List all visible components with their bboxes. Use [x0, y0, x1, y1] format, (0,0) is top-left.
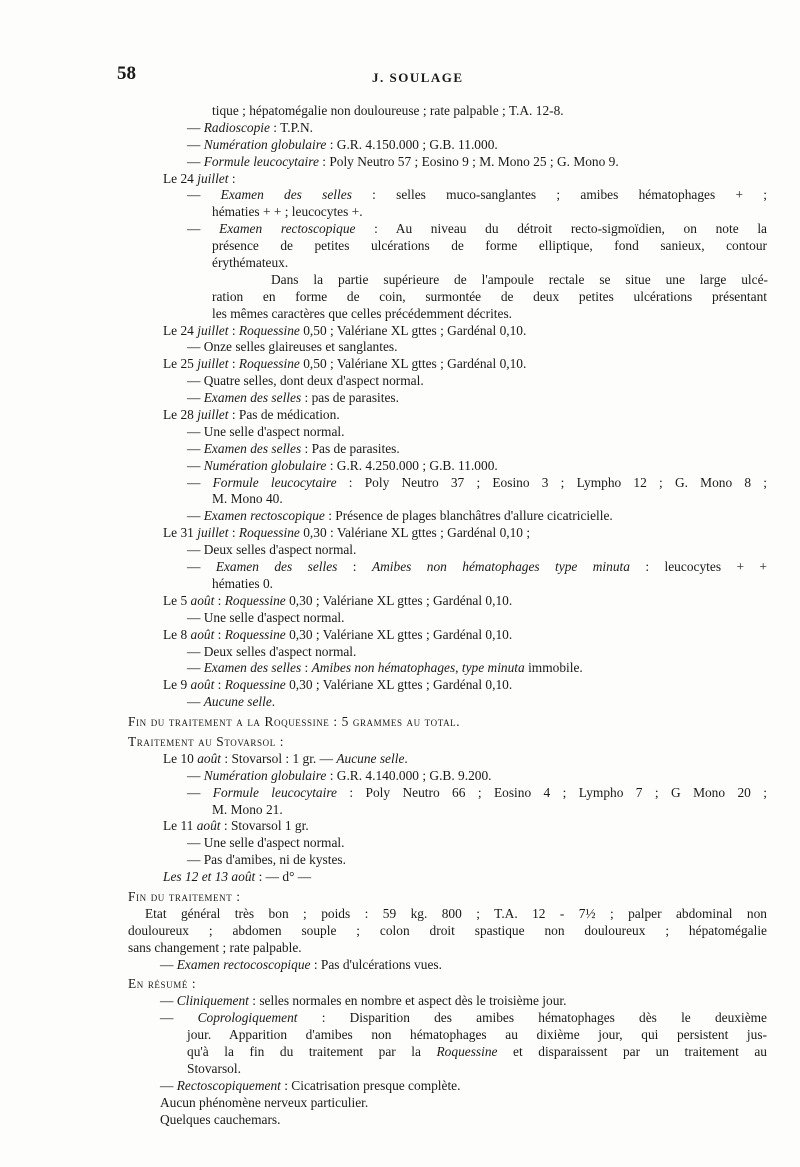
italic-term: Formule leucocytaire: [203, 153, 319, 169]
text-line-content: M. Mono 40.: [212, 491, 283, 507]
text-line: [0, 940, 800, 957]
text-line-content: Fin du traitement :: [128, 888, 241, 904]
text-line-content: tique ; hépatomégalie non douloureuse ; rate palpable ; T.A. 12-8.: [212, 103, 564, 118]
italic-term: Roquessine: [238, 356, 300, 372]
text-line: [0, 768, 800, 785]
italic-term: juillet: [197, 525, 229, 541]
text-line-content: — Examen rectoscopique : Au niveau du détroit recto-sigmoïdien, on note la: [187, 221, 767, 237]
text-line: [0, 323, 800, 340]
text-line: [0, 339, 800, 356]
text-line-content: — Onze selles glaireuses et sanglantes.: [187, 339, 398, 355]
italic-term: Examen rectocoscopique: [176, 956, 311, 972]
text-line-content: Dans la partie supérieure de l'ampoule rectale se situe une large ulcé-: [271, 271, 768, 287]
text-line-content: — Examen des selles : Amibes non hématophages type minuta : leucocytes + +: [187, 559, 767, 575]
text-line-content: — Rectoscopiquement : Cicatrisation presque complète.: [160, 1077, 461, 1093]
text-line-content: — Une selle d'aspect normal.: [187, 423, 345, 439]
text-line: [0, 238, 800, 255]
italic-term: type minuta: [461, 660, 525, 676]
text-line: [0, 923, 800, 940]
italic-term: Examen des selles: [203, 390, 302, 406]
text-line: [0, 373, 800, 390]
page-number: 58: [117, 63, 136, 84]
text-line: [0, 272, 800, 289]
text-line: [0, 869, 800, 886]
text-line: [0, 889, 800, 906]
text-line-content: les mêmes caractères que celles précédemment décrites.: [212, 305, 513, 321]
text-line-content: Le 25 juillet : Roquessine 0,50 ; Valériane XL gttes ; Gardénal 0,10.: [163, 356, 527, 372]
text-line-content: En résumé :: [128, 976, 197, 992]
text-line: [0, 120, 800, 137]
text-line: [0, 802, 800, 819]
italic-term: Formule leucocytaire: [212, 474, 337, 490]
italic-term: août: [197, 750, 222, 766]
text-line: [0, 1044, 800, 1061]
text-line-content: Traitement au Stovarsol :: [128, 733, 285, 749]
text-line: [0, 694, 800, 711]
text-line-content: — Examen des selles : Pas de parasites.: [187, 440, 400, 456]
text-line: [0, 491, 800, 508]
italic-term: Aucune selle: [203, 694, 272, 710]
text-line-content: hématies + + ; leucocytes +.: [212, 204, 363, 220]
italic-term: Roquessine: [224, 677, 286, 693]
text-line: [0, 1061, 800, 1078]
text-line: [0, 356, 800, 373]
text-line-content: érythémateux.: [212, 255, 289, 271]
text-line-content: M. Mono 21.: [212, 801, 283, 817]
italic-term: Coprologiquement: [197, 1010, 298, 1026]
text-line-content: — Quatre selles, dont deux d'aspect normal.: [187, 373, 424, 389]
italic-term: Cliniquement: [176, 993, 249, 1009]
text-line: [0, 714, 800, 731]
text-line: [0, 103, 800, 120]
text-line-content: Etat général très bon ; poids : 59 kg. 800 ; T.A. 12 - 7½ ; palper abdominal non: [145, 905, 767, 921]
text-line-content: Aucun phénomène nerveux particulier.: [160, 1094, 369, 1110]
italic-term: Examen des selles: [215, 559, 338, 575]
text-line: [0, 576, 800, 593]
italic-term: août: [190, 626, 215, 642]
text-line: [0, 542, 800, 559]
text-line-content: — Une selle d'aspect normal.: [187, 609, 345, 625]
text-line-content: Le 31 juillet : Roquessine 0,30 : Valériane XL gttes ; Gardénal 0,10 ;: [163, 525, 531, 541]
text-line: [0, 906, 800, 923]
italic-term: Roquessine: [238, 322, 300, 338]
text-line-content: Les 12 et 13 août : — d° —: [163, 869, 312, 885]
text-line: [0, 255, 800, 272]
italic-term: Examen des selles: [220, 187, 352, 203]
text-line-content: Le 10 août : Stovarsol : 1 gr. — Aucune selle.: [163, 750, 408, 766]
text-line-content: — Formule leucocytaire : Poly Neutro 37 ; Eosino 3 ; Lympho 12 ; G. Mono 8 ;: [187, 474, 767, 490]
text-line: [0, 390, 800, 407]
text-line-content: — Examen rectocoscopique : Pas d'ulcérations vues.: [160, 956, 442, 972]
text-line-content: Le 8 août : Roquessine 0,30 ; Valériane XL gttes ; Gardénal 0,10.: [163, 626, 513, 642]
italic-term: Examen rectoscopique: [219, 221, 356, 237]
text-line-content: sans changement ; rate palpable.: [128, 939, 302, 955]
text-line-content: — Formule leucocytaire : Poly Neutro 66 ; Eosino 4 ; Lympho 7 ; G Mono 20 ;: [187, 784, 767, 800]
text-line-content: — Examen rectoscopique : Présence de plages blanchâtres d'allure cicatricielle.: [187, 508, 613, 524]
text-line: [0, 835, 800, 852]
italic-term: Amibes non hématophages type minuta: [371, 559, 630, 575]
text-line: [0, 424, 800, 441]
text-line: [0, 957, 800, 974]
text-line: [0, 407, 800, 424]
text-line-content: — Examen des selles : pas de parasites.: [187, 390, 399, 406]
text-line: [0, 171, 800, 188]
italic-term: juillet: [197, 356, 229, 372]
italic-term: Les 12 et 13 août: [163, 869, 256, 885]
text-line: [0, 976, 800, 993]
text-line: [0, 644, 800, 661]
text-line-content: — Aucune selle.: [187, 694, 276, 710]
text-line-content: — Pas d'amibes, ni de kystes.: [187, 852, 346, 868]
italic-term: Roquessine: [224, 592, 286, 608]
italic-term: Rectoscopiquement: [176, 1077, 281, 1093]
text-line: [0, 525, 800, 542]
italic-term: Examen des selles: [203, 660, 302, 676]
text-line: [0, 1078, 800, 1095]
italic-term: Amibes non hématophages: [311, 660, 456, 676]
text-line: [0, 852, 800, 869]
text-line-content: Le 24 juillet :: [163, 170, 236, 186]
italic-term: août: [196, 818, 221, 834]
text-line-content: — Formule leucocytaire : Poly Neutro 57 ; Eosino 9 ; M. Mono 25 ; G. Mono 9.: [187, 153, 619, 169]
text-line-content: — Numération globulaire : G.R. 4.150.000 ; G.B. 11.000.: [187, 136, 498, 152]
italic-term: août: [190, 592, 215, 608]
text-line: [0, 1010, 800, 1027]
text-line-content: — Numération globulaire : G.R. 4.250.000 ; G.B. 11.000.: [187, 457, 498, 473]
text-line: [0, 187, 800, 204]
italic-term: juillet: [197, 407, 229, 423]
text-line-content: — Examen des selles : selles muco-sanglantes ; amibes hématophages + ;: [187, 187, 767, 203]
text-line: [0, 137, 800, 154]
text-line: [0, 785, 800, 802]
text-line: [0, 559, 800, 576]
text-line: [0, 993, 800, 1010]
italic-term: Roquessine: [224, 626, 286, 642]
text-line: [0, 1027, 800, 1044]
text-line: [0, 441, 800, 458]
text-line-content: — Deux selles d'aspect normal.: [187, 643, 357, 659]
text-line-content: Le 5 août : Roquessine 0,30 ; Valériane XL gttes ; Gardénal 0,10.: [163, 592, 513, 608]
text-line: [0, 734, 800, 751]
text-line: [0, 154, 800, 171]
text-line: [0, 221, 800, 238]
running-head: J. SOULAGE: [372, 70, 464, 85]
text-line: [0, 627, 800, 644]
text-line-content: douloureux ; abdomen souple ; colon droit spastique non douloureux ; hépatomégalie: [128, 922, 767, 938]
italic-term: Examen rectoscopique: [203, 508, 325, 524]
italic-term: Roquessine: [436, 1043, 498, 1059]
text-line: [0, 508, 800, 525]
text-line: [0, 1095, 800, 1112]
italic-term: Numération globulaire: [203, 136, 327, 152]
text-line: [0, 818, 800, 835]
italic-term: Examen des selles: [203, 440, 302, 456]
italic-term: Roquessine: [238, 525, 300, 541]
text-line-content: qu'à la fin du traitement par la Roquessine et disparaissent par un traitement au: [187, 1043, 767, 1059]
italic-term: juillet: [197, 322, 229, 338]
text-line-content: Le 9 août : Roquessine 0,30 ; Valériane XL gttes ; Gardénal 0,10.: [163, 677, 513, 693]
text-line: [0, 1112, 800, 1129]
text-line-content: — Numération globulaire : G.R. 4.140.000 ; G.B. 9.200.: [187, 767, 492, 783]
text-line: [0, 660, 800, 677]
document-body: [0, 103, 800, 1128]
text-line-content: — Une selle d'aspect normal.: [187, 835, 345, 851]
italic-term: Numération globulaire: [203, 767, 327, 783]
text-line: [0, 610, 800, 627]
text-line-content: Stovarsol.: [187, 1060, 241, 1076]
text-line-content: Le 24 juillet : Roquessine 0,50 ; Valériane XL gttes ; Gardénal 0,10.: [163, 322, 527, 338]
italic-term: juillet: [197, 170, 229, 186]
text-line: [0, 475, 800, 492]
text-line-content: hématies 0.: [212, 575, 273, 591]
italic-term: Numération globulaire: [203, 457, 327, 473]
text-line-content: — Examen des selles : Amibes non hématophages, type minuta immobile.: [187, 660, 583, 676]
text-line-content: présence de petites ulcérations de forme elliptique, fond sanieux, contour: [212, 238, 767, 254]
text-line-content: — Cliniquement : selles normales en nombre et aspect dès le troisième jour.: [160, 993, 567, 1009]
text-line: [0, 204, 800, 221]
text-line-content: Le 11 août : Stovarsol 1 gr.: [163, 818, 309, 834]
text-line-content: — Coprologiquement : Disparition des amibes hématophages dès le deuxième: [160, 1010, 767, 1026]
italic-term: août: [190, 677, 215, 693]
text-line: [0, 677, 800, 694]
text-line-content: — Radioscopie : T.P.N.: [187, 119, 313, 135]
text-line: [0, 306, 800, 323]
text-line-content: jour. Apparition d'amibes non hématophages au dixième jour, qui persistent jus-: [187, 1027, 767, 1043]
text-line-content: Fin du traitement a la Roquessine : 5 grammes au total.: [128, 714, 461, 730]
text-line: [0, 458, 800, 475]
text-line-content: ration en forme de coin, surmontée de deux petites ulcérations présentant: [212, 288, 767, 304]
text-line-content: — Deux selles d'aspect normal.: [187, 542, 357, 558]
text-line: [0, 289, 800, 306]
text-line: [0, 751, 800, 768]
text-line-content: Quelques cauchemars.: [160, 1111, 281, 1127]
text-line: [0, 593, 800, 610]
italic-term: Formule leucocytaire: [212, 784, 337, 800]
italic-term: Aucune selle: [336, 750, 405, 766]
italic-term: Radioscopie: [203, 119, 270, 135]
text-line-content: Le 28 juillet : Pas de médication.: [163, 407, 340, 423]
